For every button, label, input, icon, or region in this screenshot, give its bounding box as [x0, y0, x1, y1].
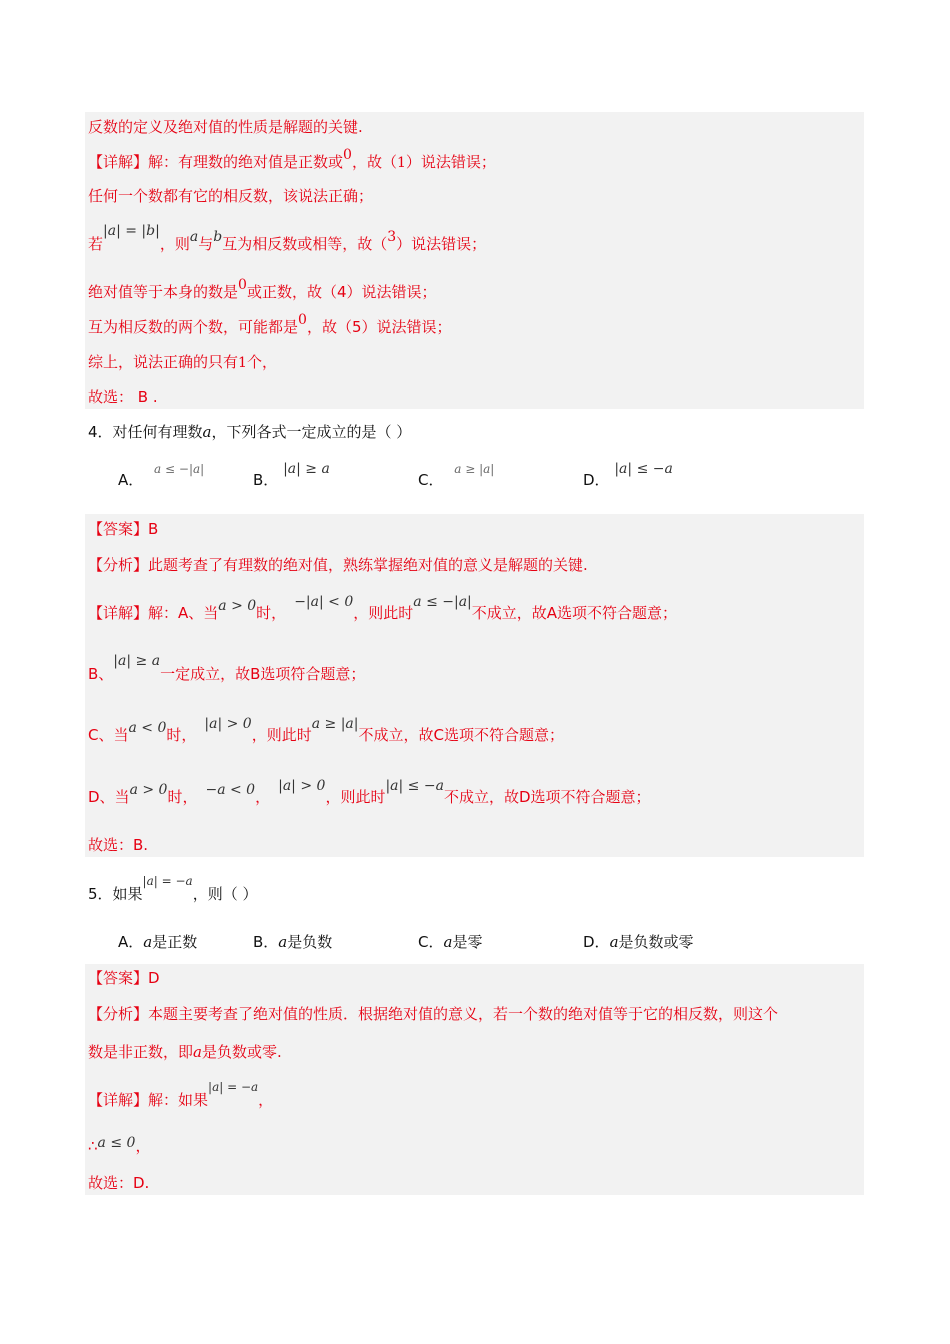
q4-option-a: A． $^{a \le -|a|}$: [118, 462, 205, 489]
q3-solution-line-1: 反数的定义及绝对值的性质是解题的关键.: [88, 118, 363, 136]
q3-detail-line-3: 若|a| = |b|，则a与b互为相反数或相等，故（3）说法错误；: [88, 223, 487, 253]
q5-option-b: B．a是负数: [253, 933, 333, 951]
q5-detail-2: ∴a ≤ 0，: [88, 1135, 151, 1155]
q4-detail-a: 【详解】解：A、当a > 0时，−|a| < 0，则此时a ≤ −|a|不成立，故A选项不符合题意；: [88, 594, 678, 622]
q5-option-d: D．a是负数或零: [583, 933, 694, 951]
formula: a ≥ |a|: [454, 462, 495, 476]
q4-option-b: B． |a| ≥ a: [253, 461, 330, 489]
q5-solution-panel: [85, 964, 864, 1195]
q5-analysis-2: 数是非正数，即a是负数或零.: [88, 1043, 282, 1061]
q4-answer: 【答案】B: [88, 520, 159, 538]
formula: |a| = |b|: [103, 223, 160, 239]
q4-choice-line: 故选：B.: [88, 836, 149, 854]
q5-analysis-1: 【分析】本题主要考查了绝对值的性质．根据绝对值的意义，若一个数的绝对值等于它的相反数，则这个: [88, 1005, 779, 1023]
q3-choice-line: 故选： B .: [88, 388, 158, 406]
q4-option-c: C． $^{a \ge |a|}$: [418, 462, 495, 489]
q3-detail-line-1: 【详解】解：有理数的绝对值是正数或0，故（1）说法错误；: [88, 147, 496, 171]
q3-detail-line-2: 任何一个数都有它的相反数，该说法正确；: [88, 187, 374, 205]
formula: |a| ≤ −a: [614, 461, 673, 477]
q4-detail-d: D、当a > 0时， −a < 0，|a| > 0，则此时|a| ≤ −a不成立，故D选项不符合题意；: [88, 778, 651, 806]
detail-tag: 【详解】: [88, 153, 149, 171]
q3-detail-line-6: 综上，说法正确的只有1个，: [88, 353, 277, 371]
q5-choice-line: 故选：D.: [88, 1174, 150, 1192]
formula: |a| ≥ a: [283, 461, 330, 477]
q5-answer: 【答案】D: [88, 969, 160, 987]
formula: a ≤ −|a|: [154, 462, 205, 476]
q5-stem: 5．如果$^{|a| = -a}$，则（ ）: [88, 874, 258, 903]
q3-detail-line-5: 互为相反数的两个数，可能都是0，故（5）说法错误；: [88, 312, 452, 336]
q4-detail-b: B、|a| ≥ a一定成立，故B选项符合题意；: [88, 653, 366, 683]
q4-detail-c: C、当a < 0时，|a| > 0，则此时a ≥ |a|不成立，故C选项不符合题意；: [88, 716, 564, 744]
q5-detail-1: 【详解】解：如果$^{|a| = -a}$，: [88, 1080, 274, 1109]
q5-option-c: C．a是零: [418, 933, 483, 951]
q3-detail-line-4: 绝对值等于本身的数是0或正数，故（4）说法错误；: [88, 277, 437, 301]
q4-analysis: 【分析】此题考查了有理数的绝对值，熟练掌握绝对值的意义是解题的关键.: [88, 556, 588, 574]
q4-option-d: D． |a| ≤ −a: [583, 461, 673, 489]
q5-option-a: A．a是正数: [118, 933, 198, 951]
q4-stem: 4．对任何有理数a，下列各式一定成立的是（ ）: [88, 423, 412, 441]
